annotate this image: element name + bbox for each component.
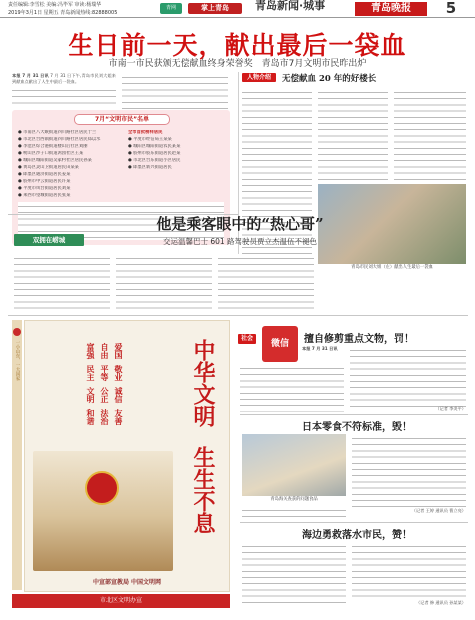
rescue-credit: （记者 修 通讯员 孙某某） [415,600,466,605]
wechat-stamp-text: 微信 [270,339,289,349]
poster-side-text: 一小山东，一大国家 [15,340,20,381]
hero-headline: 他是乘客眼中的“热心哥” [156,215,324,233]
page-number: 5 [445,0,457,17]
main-headline: 生日前一天，献出最后一袋血 [68,31,407,60]
poster-big-slogan: 中华文明 [190,339,216,427]
hero-text-col2 [116,254,212,312]
poster-footer: 中宣部宣教局 中国文明网 [92,579,162,586]
blood-story-text-col2 [122,73,228,109]
list-item: ● 平度市凤台街道居民刘某 [18,186,71,191]
section-divider [8,315,468,316]
app-logo-qingwang: 青网 [160,3,182,14]
poster-panel [24,320,230,592]
list-item: ● 即墨区新兴街道居民 [128,165,172,170]
crane-title: 擅自修剪重点文物，罚！ [304,334,414,345]
blood-story-text [12,86,116,104]
section-divider [240,414,468,415]
hero-subheadline: 交运温馨巴士 601 路驾驶员贾立杰温伍不褪色 [162,237,318,246]
list-item: ● 城阳区城阳街道农民某某 [128,144,181,149]
volunteer-title: 无偿献血 20 年的好楼长 [282,74,377,84]
column-divider [238,72,239,284]
list-item: ● 城阳区城阳街道吴家村社区居民孙某 [18,158,92,163]
civil-list-right [128,130,226,172]
value-word: 法治 [100,409,109,425]
value-word: 和谐 [86,409,95,425]
list-item: ● 市北区台东街道小区居民 [128,158,181,163]
poster-values-grid [85,343,167,433]
blood-photo-caption: 青岛市民刘大姐（左）献出人生最后一袋血 [351,265,433,270]
hero-text-col1 [14,254,110,312]
masthead-meta-line1: 责任编辑:李雪松 美编:冯毕军 审读:杨瑞华 [8,2,102,8]
region-tag-box [14,234,84,246]
value-word: 富强 [86,343,95,359]
value-word: 自由 [100,343,109,359]
section-divider [240,522,468,523]
masthead-meta-line2: 2019年3月1日 星期五 青岛新闻热线:82888005 [8,10,118,16]
poster-side-emblem [13,328,21,336]
blood-story-lead [12,73,116,109]
value-word: 爱国 [114,343,123,359]
hero-text-col3 [218,254,314,312]
civil-list-title: 7月“文明市民”名单 [74,114,170,125]
list-subheading: 全市首批榜样居民 [128,130,163,135]
footer-band-text: 市北区文明办宣 [99,597,142,604]
poster-emblem [85,471,119,505]
crane-credit: （记者 李炎平） [435,406,466,411]
rescue-text-col2 [352,542,466,600]
civil-list-left [18,130,124,200]
paper-logo: 青岛晚报 [355,2,427,16]
car-credit: （记者 王婷 通讯员 曹立亮） [411,508,466,513]
food-photo [242,434,346,496]
masthead-meta [8,1,158,17]
value-word: 诚信 [114,387,123,403]
blood-story-body: 7 月 31 日下午,青岛市民刘大姐来到献血点献出了人生中最后一袋血。 [12,73,116,85]
car-text-bottom [242,506,346,520]
list-item: ● 市南区八大峡街道四川路社区居民于兰 [18,130,97,135]
list-item: ● 胶州市胶东街道居民赵某 [128,151,181,156]
list-item: ● 崂山区沙子口街道鸿园社区王某 [18,151,84,156]
list-item: ● 莱西市望城街道居民张某 [18,193,71,198]
list-item: ● 黄岛区灵山卫街道居民田某某 [18,165,79,170]
rescue-text-col1 [242,542,346,608]
rescue-title: 海边勇救落水市民，赞！ [302,530,412,541]
footer-band [12,594,230,608]
section-title: 青岛新闻·城事 [255,0,326,12]
value-word: 文明 [86,387,95,403]
app-logo-zhangshang: 掌上青岛 [188,3,242,14]
main-subheadline: 市南一市民获颁无偿献血终身荣誉奖 青岛市7月文明市民昨出炉 [108,59,367,69]
wechat-stamp [262,326,298,362]
crane-byline: 本报 7 月 31 日讯 [302,346,338,351]
car-text-col [352,434,466,508]
value-word: 公正 [100,387,109,403]
list-item: ● 胶州市中云街道居民许某 [18,179,71,184]
masthead [0,0,475,18]
crane-text-col1 [240,364,344,412]
value-word: 民主 [86,365,95,381]
list-item: ● 即墨区通济街道居民姜某 [18,172,71,177]
poster-artwork [33,451,173,571]
poster-big-slogan-2: 生生不息 [190,446,216,534]
region-tag: 双拥在崂城 [32,236,66,244]
value-word: 敬业 [114,365,123,381]
list-item: ● 李沧区综合港街道楼山后社区刘丽 [18,144,88,149]
value-word: 友善 [114,409,123,425]
car-title: 日本零食不符标准，毁！ [302,422,412,433]
list-item: ● 平度市经信局王某某 [128,137,172,142]
crane-text-col2 [350,346,466,412]
value-word: 平等 [100,365,109,381]
list-item: ● 市北区台西镇街道四川路社区居民郑以水 [18,137,101,142]
blood-story-byline: 本报 7 月 31 日讯 [12,73,49,78]
volunteer-label: 人物介绍 [242,73,276,82]
crane-label: 社会 [238,334,256,344]
food-photo-caption: 青岛海关查获的问题食品 [270,497,318,502]
